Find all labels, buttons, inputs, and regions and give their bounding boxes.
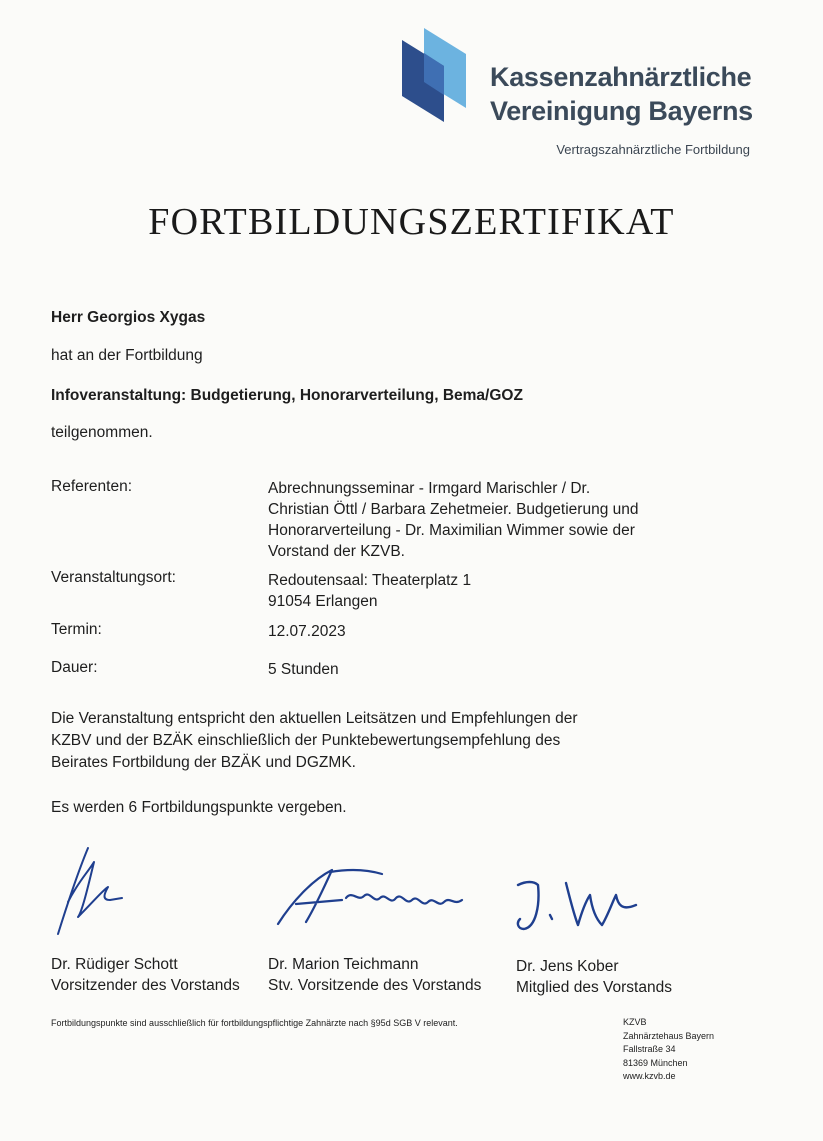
- speakers-value: [268, 478, 688, 562]
- signature-teichmann: [272, 862, 472, 932]
- signature-kober: [512, 875, 642, 940]
- signer-name: Dr. Rüdiger Schott: [51, 956, 178, 973]
- signer-role: Mitglied des Vorstands: [516, 979, 672, 996]
- address-line: Fallstraße 34: [623, 1044, 676, 1054]
- compliance-text: [51, 708, 651, 774]
- address-line: www.kzvb.de: [623, 1071, 676, 1081]
- recipient-name: Herr Georgios Xygas: [51, 309, 206, 326]
- signature-schott: [48, 842, 128, 940]
- speakers-label: Referenten:: [51, 478, 132, 495]
- course-title: Infoveranstaltung: Budgetierung, Honorarverteilung, Bema/GOZ: [51, 387, 523, 404]
- duration-value: 5 Stunden: [268, 661, 339, 678]
- footer-address: [623, 1016, 714, 1084]
- venue-label: Veranstaltungsort:: [51, 569, 176, 586]
- signer-name: Dr. Jens Kober: [516, 958, 619, 975]
- signer-kober: [516, 956, 672, 998]
- speakers-line: Honorarverteilung - Dr. Maximilian Wimmer sowie der: [268, 522, 635, 539]
- participated-text: teilgenommen.: [51, 424, 153, 441]
- venue-value: [268, 570, 688, 612]
- certificate-title: FORTBILDUNGSZERTIFIKAT: [148, 201, 675, 243]
- signer-role: Vorsitzender des Vorstands: [51, 977, 240, 994]
- compliance-line: Beirates Fortbildung der BZÄK und DGZMK.: [51, 754, 356, 771]
- signer-schott: [51, 954, 240, 996]
- org-name-line2: Vereinigung Bayerns: [490, 96, 753, 126]
- speakers-line: Christian Öttl / Barbara Zehetmeier. Budgetierung und: [268, 501, 639, 518]
- venue-line: Redoutensaal: Theaterplatz 1: [268, 572, 472, 589]
- compliance-line: Die Veranstaltung entspricht den aktuellen Leitsätzen und Empfehlungen der: [51, 710, 578, 727]
- address-line: KZVB: [623, 1017, 647, 1027]
- address-line: Zahnärztehaus Bayern: [623, 1030, 715, 1041]
- kzvb-logo-icon: [402, 28, 466, 122]
- signer-name: Dr. Marion Teichmann: [268, 956, 419, 973]
- points-text: Es werden 6 Fortbildungspunkte vergeben.: [51, 799, 347, 816]
- signer-role: Stv. Vorsitzende des Vorstands: [268, 977, 482, 994]
- speakers-line: Vorstand der KZVB.: [268, 543, 405, 560]
- intro-text: hat an der Fortbildung: [51, 347, 203, 364]
- date-value: 12.07.2023: [268, 623, 346, 640]
- speakers-line: Abrechnungsseminar - Irmgard Marischler / Dr.: [268, 480, 591, 497]
- org-name-line1: Kassenzahnärztliche: [490, 62, 752, 92]
- date-label: Termin:: [51, 621, 102, 638]
- venue-line: 91054 Erlangen: [268, 593, 378, 610]
- organization-name: [490, 60, 753, 128]
- duration-label: Dauer:: [51, 659, 98, 676]
- signer-teichmann: [268, 954, 481, 996]
- address-line: 81369 München: [623, 1057, 688, 1068]
- organization-subtitle: Vertragszahnärztliche Fortbildung: [556, 142, 750, 157]
- footer-note: Fortbildungspunkte sind ausschließlich für fortbildungspflichtige Zahnärzte nach §95d SGB V relevant.: [51, 1018, 458, 1028]
- compliance-line: KZBV und der BZÄK einschließlich der Punktebewertungsempfehlung des: [51, 732, 561, 749]
